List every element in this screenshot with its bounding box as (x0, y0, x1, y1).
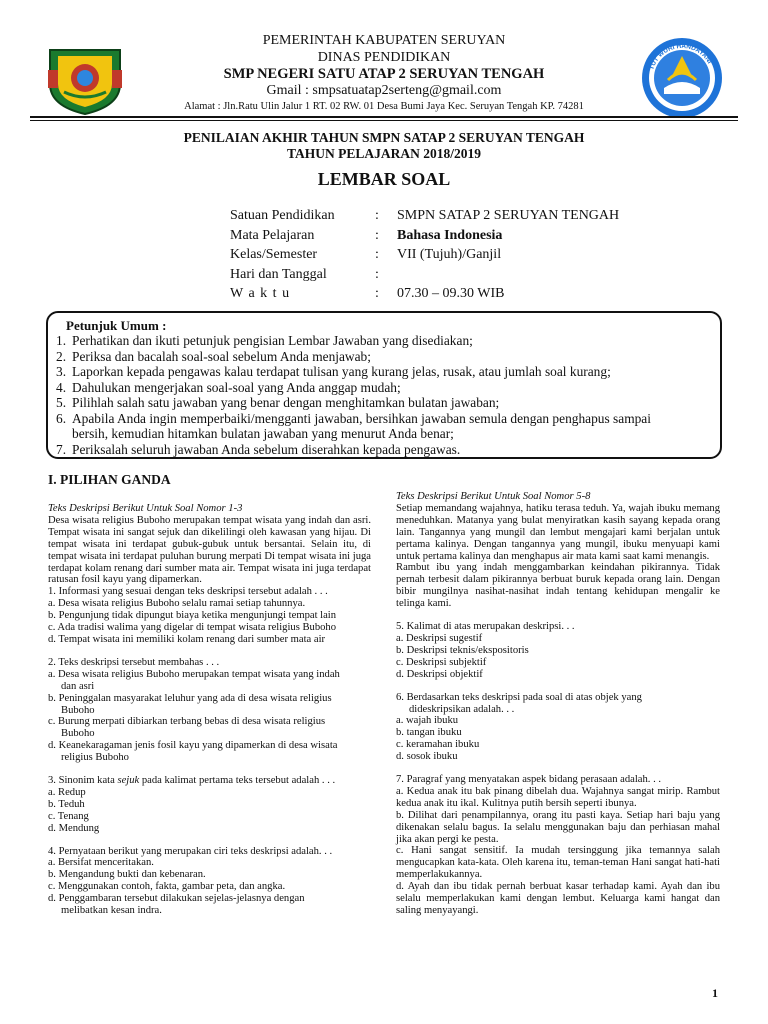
option-c: c. Ada tradisi walima yang digelar di tempat wisata religius Buboho (48, 622, 337, 634)
instruction-number: 5. (56, 395, 67, 410)
option-a: a. Bersifat menceritakan. (48, 857, 154, 869)
option-c-continued: Buboho (61, 728, 95, 740)
info-label: W a k t u (230, 286, 291, 301)
school-email: Gmail : smpsatuatap2serteng@gmail.com (266, 83, 502, 98)
question-4 (48, 846, 371, 917)
option-d-continued: melibatkan kesan indra. (61, 905, 162, 917)
option-c: c. Burung merpati dibiarkan terbang bebas di desa wisata religius (48, 716, 326, 728)
question-7 (396, 774, 720, 917)
academic-year: TAHUN PELAJARAN 2018/2019 (286, 146, 481, 161)
option-b: b. Deskripsi teknis/ekspositoris (396, 644, 529, 656)
left-column (48, 503, 371, 917)
instruction-number: 4. (56, 379, 67, 395)
instruction-number: 6. (56, 410, 67, 426)
reading-text: Desa wisata religius Buboho merupakan tempat wisata yang indah dan asri. Tempat wisata ini sangat sejuk dan dikelilingi oleh kawasan yang hijau. Di tempat wisata ini terdapat gubuk-gubuk untuk bersantai. Selain itu, di tempat wisata ini terdapat puluhan burung merpati Di tempat wisata ini juga terdapat kolam renang dari sumber mata air. Tempat wisata ini juga terdapat ratusan fosil kayu yang dipamerkan. (48, 514, 371, 586)
instruction-item (56, 349, 706, 365)
info-value: Bahasa Indonesia (397, 228, 503, 243)
instruction-item (56, 395, 706, 411)
question-stem-end: pada kalimat pertama teks tersebut adalah . . . (139, 775, 336, 787)
question-stem: 6. Berdasarkan teks deskripsi pada soal di atas objek yang (396, 691, 642, 703)
question-stem-continued: dideskripsikan adalah. . . (409, 703, 515, 715)
info-colon: : (375, 228, 379, 243)
instruction-item (56, 380, 706, 396)
question-stem: 2. Teks deskripsi tersebut membahas . . . (48, 656, 220, 668)
question-5 (396, 621, 720, 681)
option-d: d. Ayah dan ibu tidak pernah berbuat kasar terhadap kami. Ayah dan ibu selalu memperlakukan kami dengan lembut. Keluarga kami hangat dan saling menyayangi. (396, 881, 720, 916)
instruction-text: Pilihlah salah satu jawaban yang benar dengan menghitamkan bulatan jawaban; (72, 395, 500, 410)
reading-text-title: Teks Deskripsi Berikut Untuk Soal Nomor 1-3 (48, 503, 243, 514)
instruction-text: Dahulukan mengerjakan soal-soal yang Anda anggap mudah; (72, 379, 401, 395)
info-colon: : (375, 286, 379, 301)
info-colon: : (375, 208, 379, 223)
info-label: Kelas/Semester (230, 247, 318, 262)
question-keyword: sejuk (117, 775, 140, 787)
school-name: SMP NEGERI SATU ATAP 2 SERUYAN TENGAH (223, 66, 545, 82)
question-2 (48, 657, 371, 764)
question-stem: 5. Kalimat di atas merupakan deskripsi. . . (396, 621, 575, 633)
option-d: d. Penggambaran tersebut dilakukan sejelas-jelasnya dengan (48, 893, 305, 905)
instruction-item (56, 333, 706, 349)
option-b-continued: Buboho (61, 704, 95, 716)
option-d-continued: religius Buboho (61, 752, 129, 764)
option-c: c. Tenang (48, 810, 89, 822)
info-colon: : (375, 247, 379, 262)
question-stem-start: 3. Sinonim kata (48, 775, 118, 787)
option-d: d. Deskripsi objektif (396, 668, 483, 680)
question-stem: 7. Paragraf yang menyatakan aspek bidang perasaan adalah. . . (396, 774, 662, 786)
header-rule-thin (30, 120, 738, 121)
info-value: SMPN SATAP 2 SERUYAN TENGAH (397, 208, 620, 223)
option-d: d. Keanekaragaman jenis fosil kayu yang dipamerkan di desa wisata (48, 740, 338, 752)
option-a: a. Redup (48, 786, 86, 798)
option-b: b. tangan ibuku (396, 727, 462, 739)
question-stem (48, 775, 371, 787)
option-a: a. Desa wisata religius Buboho merupakan tempat wisata yang indah (48, 668, 340, 680)
option-a: a. Deskripsi sugestif (396, 632, 483, 644)
question-stem: 1. Informasi yang sesuai dengan teks deskripsi tersebut adalah . . . (48, 586, 328, 598)
instruction-text: Laporkan kepada pengawas kalau terdapat tulisan yang kurang jelas, rusak, atau jumlah soal kurang; (72, 364, 611, 379)
page-number: 1 (712, 986, 718, 1000)
header-rule (30, 116, 738, 118)
option-b: b. Pengunjung tidak dipungut biaya ketika mengunjungi tempat lain (48, 610, 337, 622)
option-a: a. Desa wisata religius Buboho selalu ramai setiap tahunnya. (48, 598, 306, 610)
question-1 (48, 586, 371, 646)
instruction-item (56, 364, 706, 380)
info-label: Satuan Pendidikan (230, 208, 335, 223)
header-line-1: PEMERINTAH KABUPATEN SERUYAN (262, 33, 506, 48)
info-label: Hari dan Tanggal (230, 267, 327, 282)
instruction-text: Apabila Anda ingin memperbaiki/mengganti jawaban, bersihkan jawaban semula dengan penghapus sampai (72, 410, 651, 426)
instruction-text: Perhatikan dan ikuti petunjuk pengisian Lembar Jawaban yang disediakan; (72, 333, 473, 348)
info-label: Mata Pelajaran (230, 228, 315, 243)
instruction-number: 7. (56, 441, 67, 457)
instruction-number: 2. (56, 348, 67, 364)
exam-title: PENILAIAN AKHIR TAHUN SMPN SATAP 2 SERUYAN TENGAH (183, 130, 585, 145)
instruction-item (56, 411, 706, 427)
info-value: 07.30 – 09.30 WIB (397, 286, 505, 301)
option-d: d. sosok ibuku (396, 751, 458, 763)
option-c: c. keramahan ibuku (396, 739, 480, 751)
info-colon: : (375, 267, 379, 282)
option-a-continued: dan asri (61, 680, 95, 692)
question-6 (396, 692, 720, 763)
info-value: VII (Tujuh)/Ganjil (397, 247, 502, 262)
right-column (396, 491, 720, 917)
instruction-number: 3. (56, 364, 67, 379)
option-c: c. Hani sangat sensitif. Ia mudah tersinggung jika temannya salah mengucapkan kata-kata. Oleh karena itu, teman-teman Hani sangat hati-hati memperlakukannya. (396, 845, 720, 881)
section-title: I. PILIHAN GANDA (48, 472, 171, 487)
option-d: d. Mendung (48, 822, 100, 834)
option-b: b. Teduh (48, 798, 85, 810)
option-c: c. Menggunakan contoh, fakta, gambar peta, dan angka. (48, 881, 286, 893)
option-a: a. wajah ibuku (396, 715, 459, 727)
instruction-number: 1. (56, 333, 67, 348)
document-title: LEMBAR SOAL (317, 169, 451, 189)
reading-text-paragraph-2: Rambut ibu yang indah menggambarkan keindahan pikirannya. Tidak pernah terbesit dalam pikirannya berbuat buruk kepada orang lain. Dengan bibir mungilnya nasihat-nasihat indah tentang kehidupan mengalir ke telinga kami. (396, 562, 720, 610)
option-b: b. Mengandung bukti dan kebenaran. (48, 869, 206, 881)
question-3 (48, 775, 371, 835)
instruction-text-continued: bersih, kemudian hitamkan bulatan jawaban yang menurut Anda benar; (72, 426, 454, 441)
instruction-item (56, 442, 706, 458)
question-stem: 4. Pernyataan berikut yang merupakan ciri teks deskripsi adalah. . . (48, 845, 333, 857)
option-c: c. Deskripsi subjektif (396, 656, 487, 668)
school-address: Alamat : Jln.Ratu Ulin Jalur 1 RT. 02 RW. 01 Desa Bumi Jaya Kec. Seruyan Tengah KP. 74281 (184, 101, 584, 112)
option-b: b. Dilihat dari penampilannya, orang itu pasti kaya. Setiap hari baju yang dikenakan selalu bagus. Ia selalu menggunakan baju dan perhiasan mahal jika akan pergi ke pesta. (396, 809, 720, 845)
instructions-list (56, 333, 706, 457)
reading-text: Setiap memandang wajahnya, hatiku terasa teduh. Ya, wajah ibuku memang meneduhkan. Matanya yang bulat menyiratkan kasih sayang kepada orang lain. Tangannya yang mungil dan lembut mengajari kami berjalan untuk pertama kalinya. Dengan tangannya yang mungil, ibuku menyuapi kami untuk pertama kalinya dan menghapus air mata kami saat kami menangis. (396, 502, 720, 562)
logo-text: TUT WURI HANDAYANI (648, 42, 713, 71)
instructions-title: Petunjuk Umum : (66, 318, 167, 333)
option-a: a. Kedua anak itu bak pinang dibelah dua. Wajahnya sangat mirip. Rambut kedua anak itu ikal. Kulitnya putih bersih seperti ibunya. (396, 785, 720, 809)
instruction-text: Periksalah seluruh jawaban Anda sebelum diserahkan kepada pengawas. (72, 441, 461, 457)
option-d: d. Tempat wisata ini memiliki kolam renang dari sumber mata air (48, 633, 326, 645)
instruction-text: Periksa dan bacalah soal-soal sebelum Anda menjawab; (72, 348, 371, 364)
option-b: b. Peninggalan masyarakat leluhur yang ada di desa wisata religius (48, 692, 332, 704)
reading-text-title: Teks Deskripsi Berikut Untuk Soal Nomor 5-8 (396, 491, 591, 502)
header-line-2: DINAS PENDIDIKAN (317, 50, 451, 65)
